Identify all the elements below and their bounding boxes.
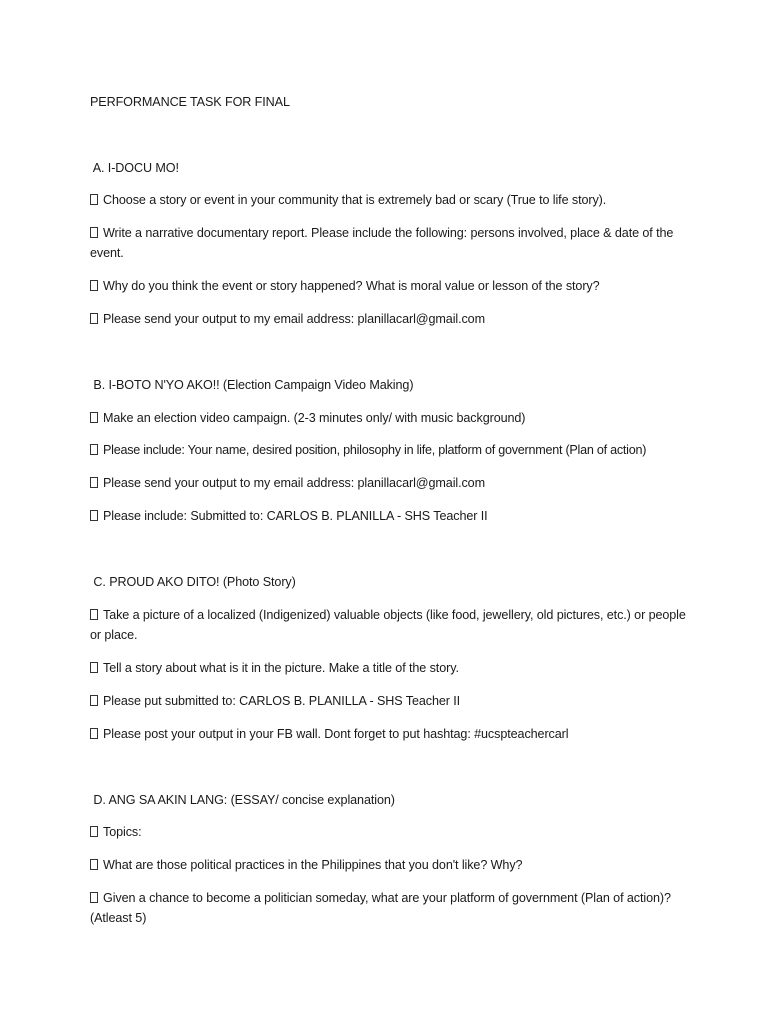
list-item-text: Write a narrative documentary report. Please include the following: persons involved, place & date of the event. [90,226,674,260]
list-item [90,605,690,645]
list-item [90,691,690,711]
bullet-icon [90,313,98,324]
list-item-text: Take a picture of a localized (Indigenized) valuable objects (like food, jewellery, old pictures, etc.) or people or place. [90,608,686,642]
list-item-text: Please include: Your name, desired position, philosophy in life, platform of government (Plan of action) [103,443,647,457]
list-item [90,506,690,526]
bullet-icon [90,194,98,205]
list-item-text: Please post your output in your FB wall. Dont forget to put hashtag: #ucspteachercarl [103,727,569,741]
list-item [90,276,690,296]
list-item [90,822,690,842]
bullet-icon [90,510,98,521]
list-item [90,309,690,329]
list-item-text: Please include: Submitted to: CARLOS B. PLANILLA - SHS Teacher II [103,509,488,523]
bullet-icon [90,280,98,291]
list-item [90,888,690,928]
list-item-text: Choose a story or event in your community that is extremely bad or scary (True to life story). [103,193,607,207]
list-item [90,658,690,678]
list-item-text: Please send your output to my email address: planillacarl@gmail.com [103,476,485,490]
bullet-icon [90,477,98,488]
list-item-text: Make an election video campaign. (2-3 minutes only/ with music background) [103,411,526,425]
bullet-icon [90,662,98,673]
section-a-heading: A. I-DOCU MO! [90,161,179,175]
list-item [90,440,710,460]
list-item [90,855,690,875]
list-item-text: Please send your output to my email address: planillacarl@gmail.com [103,312,485,326]
bullet-icon [90,826,98,837]
list-item-text: Tell a story about what is it in the picture. Make a title of the story. [103,661,459,675]
list-item-text: Topics: [103,825,142,839]
section-b-heading: B. I-BOTO N'YO AKO!! (Election Campaign Video Making) [90,378,414,392]
bullet-icon [90,227,98,238]
bullet-icon [90,892,98,903]
bullet-icon [90,412,98,423]
bullet-icon [90,444,98,455]
bullet-icon [90,695,98,706]
section-d-heading: D. ANG SA AKIN LANG: (ESSAY/ concise explanation) [90,793,395,807]
bullet-icon [90,859,98,870]
section-c-heading: C. PROUD AKO DITO! (Photo Story) [90,575,296,589]
list-item-text: What are those political practices in the Philippines that you don't like? Why? [103,858,523,872]
list-item-text: Please put submitted to: CARLOS B. PLANILLA - SHS Teacher II [103,694,461,708]
bullet-icon [90,609,98,620]
list-item [90,408,690,428]
list-item [90,724,690,744]
list-item-text: Why do you think the event or story happened? What is moral value or lesson of the story? [103,279,600,293]
list-item [90,190,690,210]
document-title: PERFORMANCE TASK FOR FINAL [90,95,290,109]
bullet-icon [90,728,98,739]
list-item [90,473,690,493]
list-item [90,223,690,263]
list-item-text: Given a chance to become a politician someday, what are your platform of government (Plan of action)? (Atleast 5) [90,891,671,925]
